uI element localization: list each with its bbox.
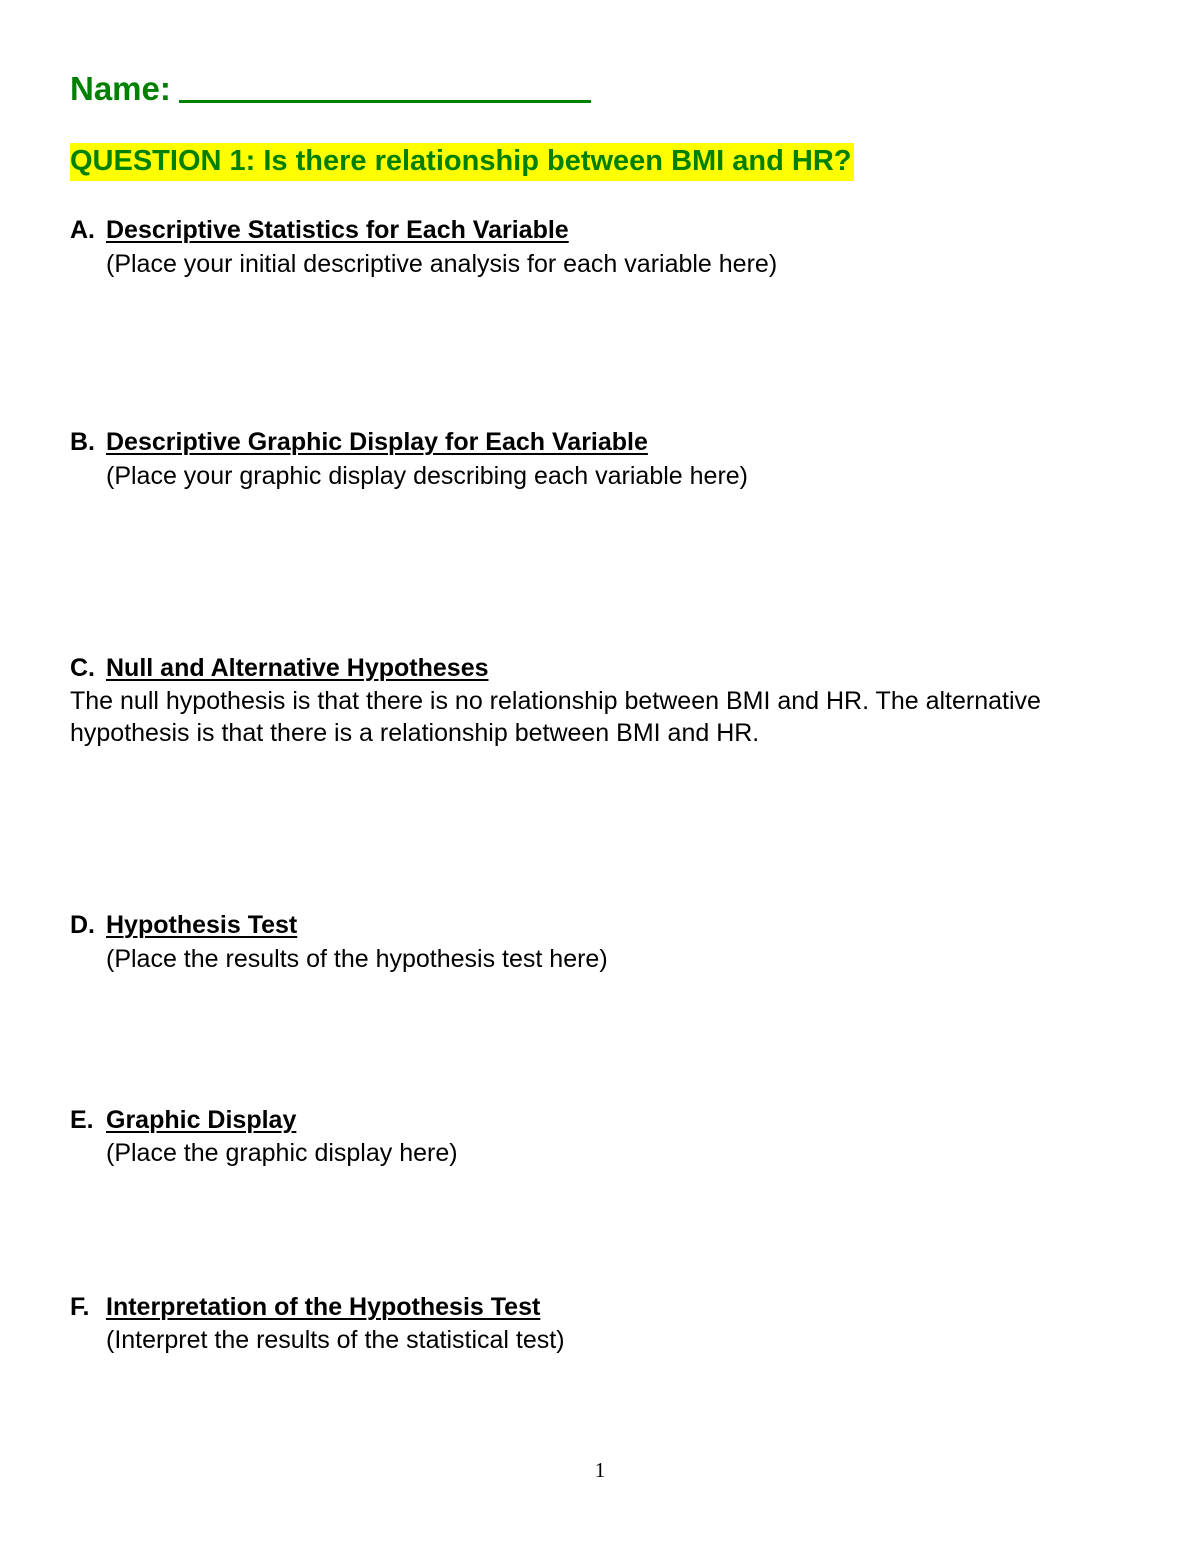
section-a-letter: A. (70, 216, 95, 244)
section-f-heading (70, 1292, 540, 1322)
section-d-placeholder: (Place the results of the hypothesis test here) (106, 945, 608, 973)
section-d-title: Hypothesis Test (106, 911, 298, 939)
section-e-letter: E. (70, 1106, 94, 1134)
section-b-title: Descriptive Graphic Display for Each Variable (106, 428, 648, 456)
section-b-heading (70, 427, 648, 457)
section-d-heading (70, 910, 297, 940)
section-c-heading (70, 653, 489, 683)
section-f-title: Interpretation of the Hypothesis Test (106, 1293, 541, 1321)
page-number: 1 (594, 1458, 606, 1482)
name-blank-line[interactable] (179, 72, 591, 103)
section-f-placeholder: (Interpret the results of the statistical test) (106, 1326, 565, 1354)
section-e-title: Graphic Display (106, 1106, 297, 1134)
section-c-body: The null hypothesis is that there is no relationship between BMI and HR. The alternative hypothesis is that there is a relationship between BMI and HR. (70, 687, 1041, 747)
section-e-placeholder: (Place the graphic display here) (106, 1139, 458, 1167)
name-label: Name: (70, 70, 171, 107)
section-e-heading (70, 1105, 296, 1135)
name-field (70, 70, 591, 108)
section-a-placeholder: (Place your initial descriptive analysis for each variable here) (106, 250, 778, 278)
section-c-letter: C. (70, 654, 95, 682)
section-a-heading (70, 215, 569, 245)
section-b-letter: B. (70, 428, 95, 456)
question-heading: QUESTION 1: Is there relationship between BMI and HR? (70, 143, 854, 181)
section-a-title: Descriptive Statistics for Each Variable (106, 216, 569, 244)
section-d-letter: D. (70, 911, 95, 939)
section-f-letter: F. (70, 1293, 90, 1321)
section-c-title: Null and Alternative Hypotheses (106, 654, 489, 682)
section-b-placeholder: (Place your graphic display describing each variable here) (106, 462, 749, 490)
